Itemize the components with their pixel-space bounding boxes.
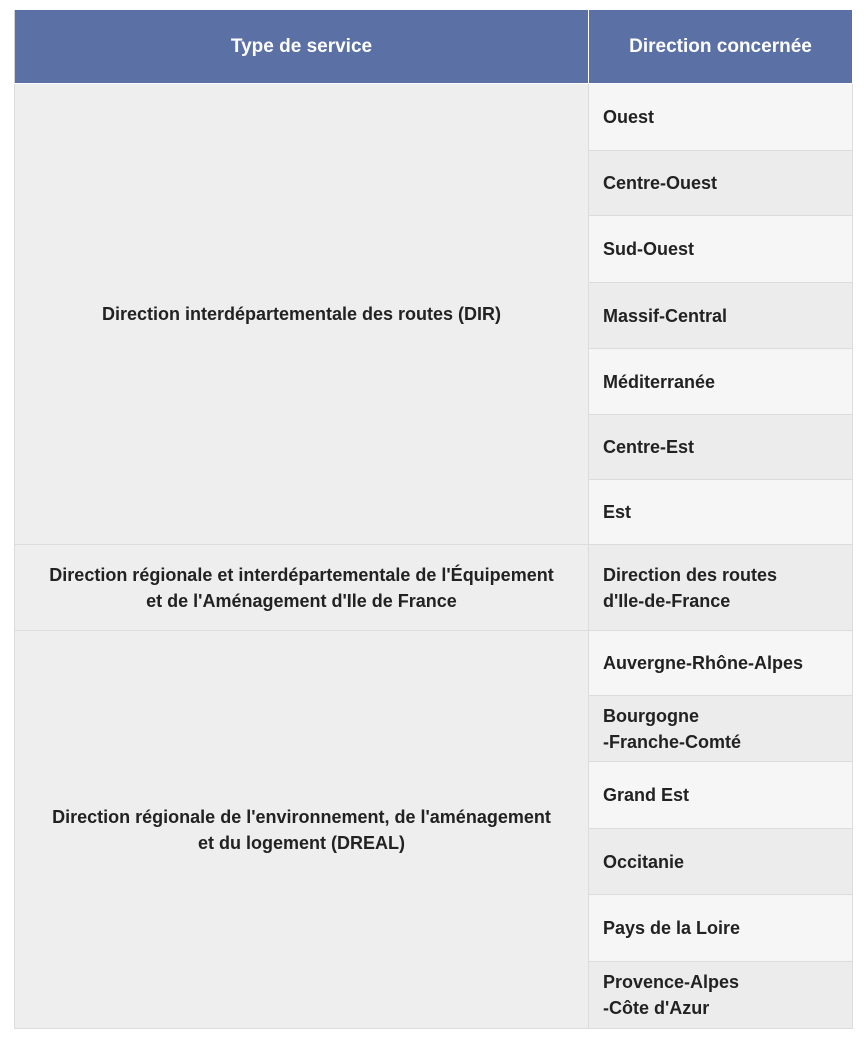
direction-cell: Provence-Alpes -Côte d'Azur: [589, 962, 853, 1029]
direction-cell: Sud-Ouest: [589, 216, 853, 283]
service-type-dir: Direction interdépartementale des routes (DIR): [15, 84, 589, 545]
direction-cell: Centre-Ouest: [589, 151, 853, 216]
table-row: [15, 545, 853, 631]
direction-cell: Massif-Central: [589, 283, 853, 349]
direction-cell: Ouest: [589, 84, 853, 151]
table-header-row: [15, 10, 853, 84]
table-row: [15, 631, 853, 696]
direction-cell: Centre-Est: [589, 415, 853, 480]
direction-cell: Auvergne-Rhône-Alpes: [589, 631, 853, 696]
service-type-dreal: Direction régionale de l'environnement, de l'aménagement et du logement (DREAL): [15, 631, 589, 1029]
services-table: [14, 9, 853, 1029]
direction-cell: Est: [589, 480, 853, 545]
header-type-de-service: Type de service: [15, 10, 589, 84]
direction-cell: Grand Est: [589, 762, 853, 829]
direction-cell: Méditerranée: [589, 349, 853, 415]
direction-cell: Direction des routes d'Ile-de-France: [589, 545, 853, 631]
service-type-driea: Direction régionale et interdépartementale de l'Équipement et de l'Aménagement d'Ile de France: [15, 545, 589, 631]
services-table-container: [14, 9, 850, 1029]
table-row: [15, 84, 853, 151]
direction-cell: Occitanie: [589, 829, 853, 895]
direction-cell: Pays de la Loire: [589, 895, 853, 962]
direction-cell: Bourgogne -Franche-Comté: [589, 696, 853, 762]
header-direction-concernee: Direction concernée: [589, 10, 853, 84]
